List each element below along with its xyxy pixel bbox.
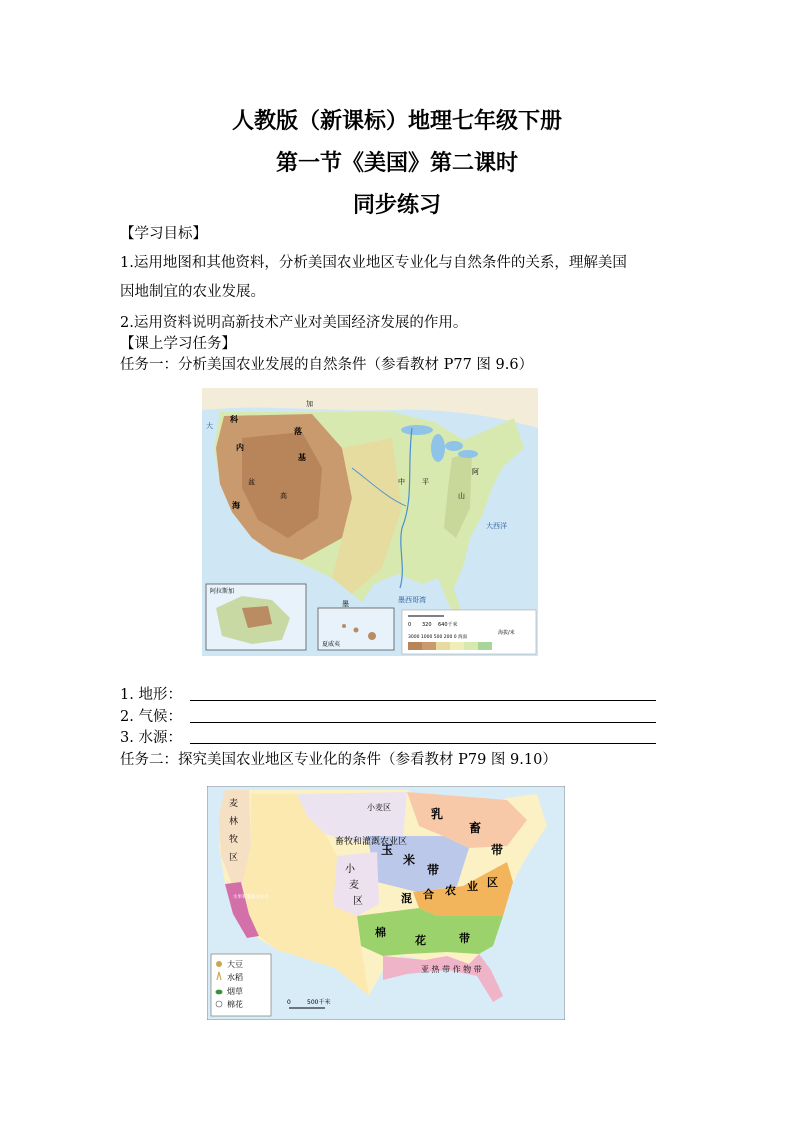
- map2-label-west3: 牧: [229, 835, 239, 845]
- map2-label-dairy3: 带: [491, 843, 504, 857]
- map1-label-lake: 大: [206, 422, 213, 430]
- map1-label-alaska: 阿拉斯加: [210, 588, 235, 595]
- map2-label-dairy1: 乳: [431, 807, 444, 821]
- map2-legend-rice: 水稻: [227, 973, 243, 982]
- map1-label-mex: 墨: [342, 600, 349, 608]
- map1-scale-320: 320: [422, 622, 432, 628]
- map1-label-rocky2: 基: [298, 453, 306, 462]
- map2-scale-0: 0: [287, 999, 291, 1006]
- blank-terrain[interactable]: [120, 683, 656, 703]
- map2-label-cotton3: 带: [459, 932, 470, 945]
- blank-terrain-line[interactable]: [190, 700, 656, 701]
- map2-label-corn1: 玉: [381, 843, 394, 857]
- map2-label-mixed1: 混: [401, 892, 412, 905]
- map1-label-cascade: 科: [230, 415, 238, 424]
- map1-legend-title: 海拔/米: [498, 630, 515, 636]
- lesson-title: 第一节《美国》第二课时: [275, 151, 518, 176]
- task-1: 任务一：分析美国农业发展的自然条件（参看教材 P77 图 9.6）: [120, 357, 534, 373]
- objective-2: 2.运用资料说明高新技术产业对美国经济发展的作用。: [120, 315, 468, 331]
- map1-label-rocky1: 落: [294, 427, 302, 436]
- map2-legend-soybean: 大豆: [227, 960, 243, 969]
- map2-label-wwheat3: 区: [353, 896, 363, 907]
- map2-label-west2: 林: [229, 817, 239, 827]
- map1-scale-640: 640千米: [438, 622, 458, 628]
- map2-scale-500: 500千米: [307, 999, 331, 1006]
- map2-label-wwheat2: 麦: [349, 880, 359, 891]
- map2-label-west1: 麦: [229, 799, 239, 809]
- map2-label-mixed4: 业: [467, 880, 478, 893]
- map2-legend-cotton: 棉花: [227, 1000, 243, 1009]
- map2-label-cotton1: 棉: [375, 926, 386, 939]
- map1-label-basin: 盆: [248, 478, 255, 486]
- map1-label-plain: 平: [422, 478, 429, 486]
- us-agriculture-map: [207, 786, 565, 1020]
- blank-terrain-label: 1. 地形：: [120, 687, 182, 703]
- map1-legend-values: 3000 1000 500 200 0 海面: [408, 635, 468, 640]
- map2-label-subtropical: 亚 热 带 作 物 带: [421, 965, 482, 974]
- page-title: 人教版（新课标）地理七年级下册: [231, 109, 562, 134]
- objective-1-line1: 1.运用地图和其他资料，分析美国农业地区专业化与自然条件的关系，理解美国: [120, 255, 627, 271]
- map2-label-spring-wheat: 小麦区: [367, 803, 391, 812]
- exercise-title: 同步练习: [352, 193, 441, 218]
- map2-label-mixed5: 区: [487, 876, 498, 889]
- map2-label-fruit: 水果和灌溉农业区: [233, 895, 269, 900]
- map1-label-gulf: 墨西哥湾: [398, 596, 426, 604]
- map1-label-central: 中: [398, 478, 405, 486]
- objectives-heading: 【学习目标】: [120, 226, 207, 242]
- task-2: 任务二：探究美国农业地区专业化的条件（参看教材 P79 图 9.10）: [120, 752, 557, 768]
- objective-1-line2: 因地制宜的农业发展。: [120, 284, 265, 300]
- map1-label-appalachian: 阿: [472, 468, 479, 476]
- map1-label-mountain: 山: [458, 492, 465, 500]
- blank-water[interactable]: [120, 726, 656, 746]
- map2-label-wwheat1: 小: [345, 864, 355, 875]
- map2-label-corn2: 米: [403, 853, 416, 867]
- map2-label-mixed2: 合: [423, 888, 434, 901]
- blank-climate[interactable]: [120, 705, 656, 725]
- map1-label-sierra: 内: [236, 443, 244, 452]
- map2-label-west4: 区: [229, 853, 239, 863]
- map2-label-cotton2: 花: [415, 934, 426, 947]
- map1-label-coast: 海: [232, 501, 240, 510]
- map2-legend-tobacco: 烟草: [227, 987, 243, 996]
- blank-climate-label: 2. 气候：: [120, 709, 182, 725]
- map1-label-hawaii: 夏威夷: [322, 641, 341, 648]
- map1-label-plateau: 高: [280, 492, 287, 500]
- map1-scale-0: 0: [408, 622, 412, 628]
- map2-label-dairy2: 畜: [469, 821, 482, 835]
- blank-water-label: 3. 水源：: [120, 730, 182, 746]
- map2-label-mixed3: 农: [445, 884, 456, 897]
- tasks-heading: 【课上学习任务】: [120, 336, 236, 352]
- blank-water-line[interactable]: [190, 743, 656, 744]
- map2-label-corn3: 带: [427, 863, 440, 877]
- map2-label-ranching: 畜牧和灌溉农业区: [335, 837, 408, 847]
- map1-label-north: 加: [306, 400, 313, 408]
- us-physical-map: [202, 388, 538, 656]
- blank-climate-line[interactable]: [190, 722, 656, 723]
- map1-label-atlantic: 大西洋: [486, 522, 507, 530]
